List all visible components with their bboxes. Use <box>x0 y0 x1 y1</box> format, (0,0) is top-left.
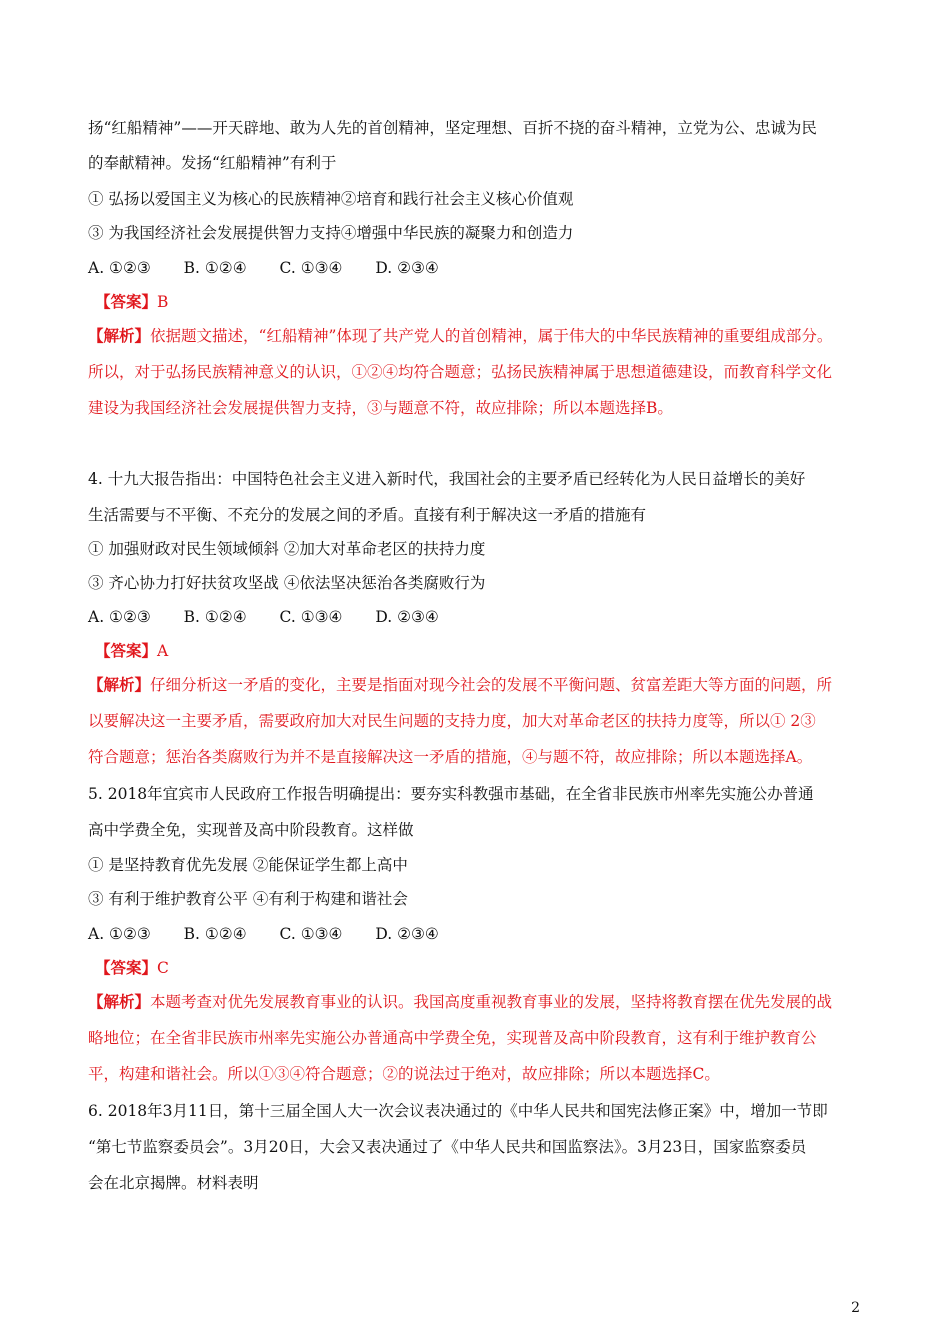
answer-tag: 【答案】 <box>95 958 158 977</box>
analysis-text: 本题考查对优先发展教育事业的认识。我国高度重视教育事业的发展，坚持将教育摆在优先发展的战 <box>150 993 833 1011</box>
choice-b: B. ①②④ <box>183 925 247 943</box>
choice-a: A. ①②③ <box>88 925 151 943</box>
choice-c: C. ①③④ <box>279 259 343 277</box>
answer-value: B <box>157 293 169 311</box>
q5-stem-line-2: 高中学费全免，实现普及高中阶段教育。这样做 <box>88 821 414 839</box>
choice-d: D. ②③④ <box>375 259 439 277</box>
q5-choices <box>88 924 467 944</box>
q3-option-line-2: ③ 为我国经济社会发展提供智力支持④增强中华民族的凝聚力和创造力 <box>88 224 574 242</box>
q4-analysis-line-3: 符合题意；惩治各类腐败行为并不是直接解决这一矛盾的措施，④与题不符，故应排除；所以本题选择A。 <box>88 748 813 766</box>
q5-analysis-line-3: 平，构建和谐社会。所以①③④符合题意；②的说法过于绝对，故应排除；所以本题选择C。 <box>88 1065 720 1083</box>
choice-b: B. ①②④ <box>183 608 247 626</box>
analysis-text: 依据题文描述，“红船精神”体现了共产党人的首创精神，属于伟大的中华民族精神的重要组成部分。 <box>150 327 833 345</box>
q4-option-line-1: ① 加强财政对民生领域倾斜 ②加大对革命老区的扶持力度 <box>88 540 486 558</box>
q3-analysis-line-3: 建设为我国经济社会发展提供智力支持，③与题意不符，故应排除；所以本题选择B。 <box>88 399 673 417</box>
analysis-tag: 【解析】 <box>88 992 151 1011</box>
q5-answer <box>95 958 169 978</box>
q6-stem-line-2: “第七节监察委员会”。3月20日，大会又表决通过了《中华人民共和国监察法》。3月23日，国家监察委员 <box>88 1138 807 1156</box>
choice-c: C. ①③④ <box>279 925 343 943</box>
answer-value: A <box>157 642 169 660</box>
q5-analysis-line-1 <box>88 992 832 1012</box>
analysis-text: 仔细分析这一矛盾的变化，主要是指面对现今社会的发展不平衡问题、贫富差距大等方面的问题，所 <box>150 676 833 694</box>
q5-stem-line-1: 5. 2018年宜宾市人民政府工作报告明确提出：要夯实科教强市基础，在全省非民族市州率先实施公办普通 <box>88 785 814 803</box>
q3-analysis-line-2: 所以，对于弘扬民族精神意义的认识，①②④均符合题意；弘扬民族精神属于思想道德建设，而教育科学文化 <box>88 363 833 381</box>
q4-answer <box>95 641 168 661</box>
choice-c: C. ①③④ <box>279 608 343 626</box>
q3-option-line-1: ① 弘扬以爱国主义为核心的民族精神②培育和践行社会主义核心价值观 <box>88 190 574 208</box>
q4-stem-line-1: 4. 十九大报告指出：中国特色社会主义进入新时代，我国社会的主要矛盾已经转化为人民日益增长的美好 <box>88 470 806 488</box>
q5-option-line-2: ③ 有利于维护教育公平 ④有利于构建和谐社会 <box>88 890 408 908</box>
q3-choices <box>88 258 467 278</box>
q4-option-line-2: ③ 齐心协力打好扶贫攻坚战 ④依法坚决惩治各类腐败行为 <box>88 574 486 592</box>
q4-choices <box>88 607 467 627</box>
q3-answer <box>95 292 168 312</box>
choice-b: B. ①②④ <box>183 259 247 277</box>
page-number: 2 <box>851 1300 860 1316</box>
q5-analysis-line-2: 略地位；在全省非民族市州率先实施公办普通高中学费全免，实现普及高中阶段教育，这有利于维护教育公 <box>88 1029 817 1047</box>
q6-stem-line-3: 会在北京揭牌。材料表明 <box>88 1174 259 1192</box>
q4-analysis-line-2: 以要解决这一主要矛盾，需要政府加大对民生问题的支持力度，加大对革命老区的扶持力度等，所以① 2③ <box>88 712 816 730</box>
answer-tag: 【答案】 <box>95 292 158 311</box>
q6-stem-line-1: 6. 2018年3月11日，第十三届全国人大一次会议表决通过的《中华人民共和国宪法修正案》中，增加一节即 <box>88 1102 828 1120</box>
choice-a: A. ①②③ <box>88 259 151 277</box>
choice-a: A. ①②③ <box>88 608 151 626</box>
q3-analysis-line-1 <box>88 326 832 346</box>
choice-d: D. ②③④ <box>375 925 439 943</box>
q5-option-line-1: ① 是坚持教育优先发展 ②能保证学生都上高中 <box>88 856 408 874</box>
analysis-tag: 【解析】 <box>88 675 151 694</box>
q4-analysis-line-1 <box>88 675 832 695</box>
answer-value: C <box>157 959 169 977</box>
choice-d: D. ②③④ <box>375 608 439 626</box>
answer-tag: 【答案】 <box>95 641 158 660</box>
q3-stem-line-1: 扬“红船精神”——开天辟地、敢为人先的首创精神，坚定理想、百折不挠的奋斗精神，立党为公、忠诚为民 <box>88 119 817 137</box>
q3-stem-line-2: 的奉献精神。发扬“红船精神”有利于 <box>88 154 337 172</box>
analysis-tag: 【解析】 <box>88 326 151 345</box>
q4-stem-line-2: 生活需要与不平衡、不充分的发展之间的矛盾。直接有利于解决这一矛盾的措施有 <box>88 506 647 524</box>
